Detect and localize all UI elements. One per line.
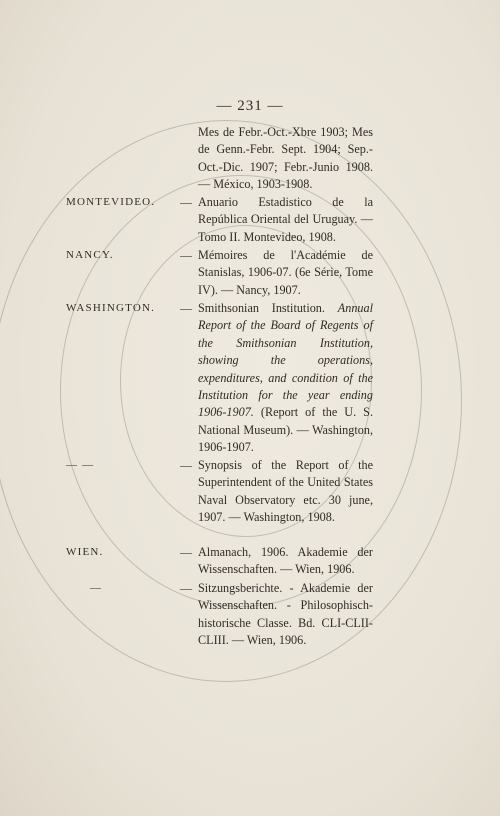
entry-dash: —	[180, 195, 192, 209]
entry-place: —	[90, 582, 103, 594]
entry-dash: —	[180, 248, 192, 262]
entry-text: Anuario Estadistico de la República Oriental del Uruguay. — Tomo II. Montevideo, 1908.	[198, 195, 373, 244]
entry-dash: —	[180, 301, 192, 315]
entry-place: WIEN.	[66, 546, 104, 558]
entry-place: NANCY.	[66, 249, 114, 261]
entry-place: WASHINGTON.	[66, 302, 156, 314]
entry-place: MONTEVIDEO.	[66, 196, 156, 208]
entry-text: Mémoires de l'Académie de Stanislas, 1906-07. (6e Série, Tome IV). — Nancy, 1907.	[198, 248, 373, 297]
entry-text: Almanach, 1906. Akademie der Wissenschaften. — Wien, 1906.	[198, 545, 373, 577]
entry-text	[198, 300, 373, 457]
entry-dash: —	[180, 581, 192, 595]
entry-place: — —	[66, 459, 95, 471]
page-number: — 231 —	[216, 98, 284, 114]
entry-dash: —	[180, 545, 192, 559]
entry-dash: —	[180, 458, 192, 472]
entry-text-plain: Smithsonian Institution.	[198, 301, 338, 315]
entry-text-italic: Annual Report of the Board of Regents of the Smithsonian Institution, showing the operations, expenditures, and condition of the Institution for the year ending 1906-1907.	[198, 301, 373, 420]
entry-text: Sitzungsberichte. - Akademie der Wissenschaften. - Philosophisch-historische Classe. Bd. CLI-CLII-CLIII. — Wien, 1906.	[198, 581, 373, 648]
entry-text: Synopsis of the Report of the Superintendent of the United States Naval Observatory etc. 30 june, 1907. — Washington, 1908.	[198, 458, 373, 525]
entry-text: Mes de Febr.-Oct.-Xbre 1903; Mes de Genn.-Febr. Sept. 1904; Sep.-Oct.-Dic. 1907; Febr.-Junio 1908. — México, 1903-1908.	[198, 125, 373, 192]
entry-text-plain: (Report of the U. S. National Museum). — Washington, 1906-1907.	[198, 405, 373, 455]
